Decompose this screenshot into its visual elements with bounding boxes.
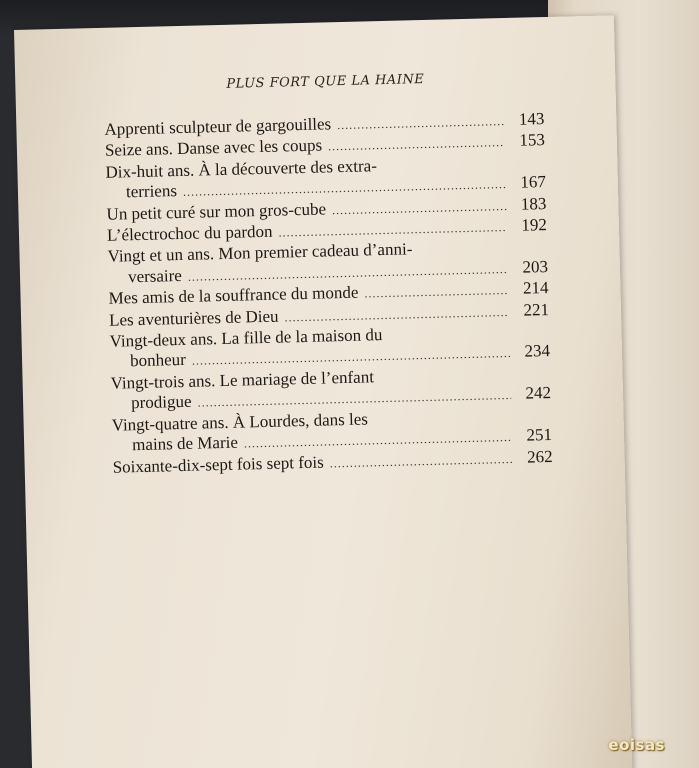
toc-title: Vingt et un ans. Mon premier cadeau d’anni- (107, 239, 413, 267)
toc-page-number: 143 (518, 109, 545, 129)
watermark-logo: eoisas (608, 736, 665, 754)
toc-title: Un petit curé sur mon gros-cube (106, 199, 327, 224)
toc-page-number: 262 (526, 446, 553, 467)
toc-page-number: 242 (525, 383, 552, 403)
toc-page-number: 234 (524, 341, 551, 362)
toc-title: Vingt-quatre ans. À Lourdes, dans les (111, 409, 369, 435)
toc-page-number: 183 (520, 193, 547, 214)
toc-title: Mes amis de la souffrance du monde (108, 282, 359, 309)
toc-title-continuation: mains de Marie (131, 432, 239, 455)
toc-page-number: 167 (520, 172, 547, 192)
toc-title: Soixante-dix-sept fois sept fois (112, 452, 324, 477)
toc-page-number: 221 (523, 299, 550, 320)
book-page (14, 15, 632, 768)
toc-page-number: 214 (522, 278, 549, 298)
table-of-contents (104, 109, 553, 479)
toc-title: Seize ans. Danse avec les coups (104, 135, 323, 161)
toc-title: Apprenti sculpteur de gargouilles (104, 114, 332, 139)
toc-page-number: 203 (522, 256, 549, 277)
running-header: PLUS FORT QUE LA HAINE (226, 71, 425, 92)
toc-page-number: 251 (526, 425, 553, 445)
toc-title: L’électrochoc du pardon (106, 221, 273, 245)
leader-dots (329, 448, 512, 473)
toc-title: Vingt-deux ans. La fille de la maison du (109, 325, 383, 351)
toc-title-continuation: bonheur (129, 350, 187, 371)
toc-title-continuation: versaire (127, 265, 183, 287)
toc-title-continuation: terriens (125, 181, 178, 202)
toc-title: Les aventurières de Dieu (108, 306, 279, 330)
toc-title-continuation: prodigue (130, 392, 192, 413)
toc-title: Vingt-trois ans. Le mariage de l’enfant (110, 367, 375, 393)
toc-page-number: 153 (519, 130, 546, 151)
toc-page-number: 192 (521, 215, 548, 235)
toc-title: Dix-huit ans. À la découverte des extra- (105, 155, 378, 182)
